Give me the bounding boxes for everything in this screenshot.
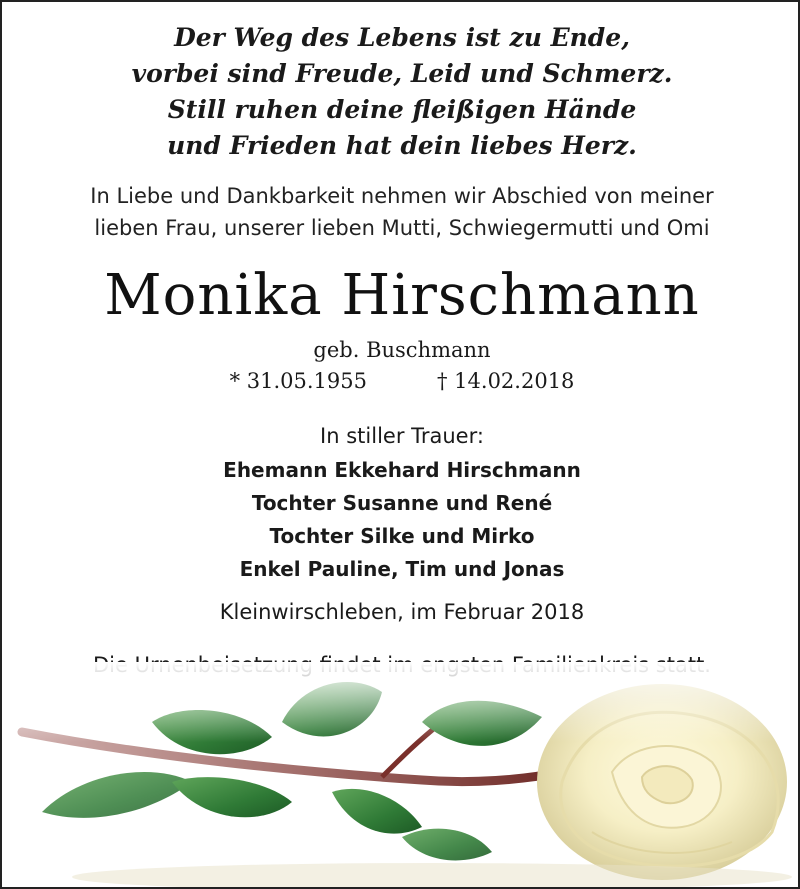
verse-line: und Frieden hat dein liebes Herz. [167,131,637,160]
mourner-entry: Tochter Susanne und René [251,491,553,515]
birth-date: * 31.05.1955 [229,369,367,393]
verse-line: Still ruhen deine fleißigen Hände [167,95,637,124]
mourner-entry: Ehemann Ekkehard Hirschmann [223,458,581,482]
mourners-list [2,454,800,586]
memorial-verse [2,20,800,164]
birth-name: geb. Buschmann [313,338,491,362]
white-rose-icon [2,662,800,889]
mourner-entry: Tochter Silke und Mirko [269,524,535,548]
mourner-entry: Enkel Pauline, Tim und Jonas [239,557,565,581]
mourning-label: In stiller Trauer: [320,424,484,448]
intro-text [2,180,800,244]
intro-line: lieben Frau, unserer lieben Mutti, Schwiegermutti und Omi [94,216,710,240]
deceased-name: Monika Hirschmann [104,263,700,328]
intro-line: In Liebe und Dankbarkeit nehmen wir Abschied von meiner [90,184,714,208]
verse-line: vorbei sind Freude, Leid und Schmerz. [131,59,673,88]
place-and-date: Kleinwirschleben, im Februar 2018 [219,600,585,624]
life-dates [2,367,800,395]
verse-line: Der Weg des Lebens ist zu Ende, [174,23,630,52]
death-date: † 14.02.2018 [437,369,575,393]
